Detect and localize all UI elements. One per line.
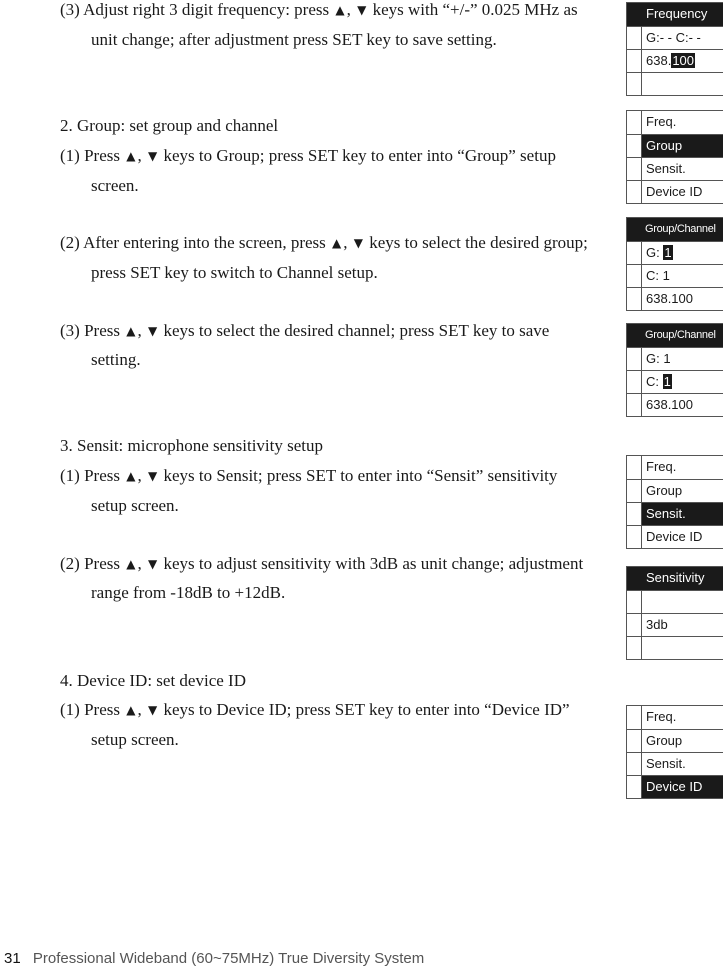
sensit-step1-line1: (1) Press ▲ , ▼ keys to Sensit; press SET to enter into “Sensit” sensitivity xyxy=(60,466,558,485)
lcd-menu-item xyxy=(627,157,723,180)
sensit-step2-line2: range from -18dB to +12dB. xyxy=(91,583,286,602)
lcd-row xyxy=(627,636,723,659)
lcd-menu-item xyxy=(627,479,723,502)
lcd-row xyxy=(627,49,723,72)
device-heading: 4. Device ID: set device ID xyxy=(60,671,246,690)
lcd-menu-item-label: Freq. xyxy=(646,459,677,474)
lcd-menu-item-label: Sensit. xyxy=(646,756,686,771)
lcd-menu-item-label: Group xyxy=(646,733,683,748)
lcd-menu-item xyxy=(627,729,723,752)
freq-step3-line1: (3) Adjust right 3 digit frequency: press ▲ , ▼ keys with “+/-” 0.025 MHz as xyxy=(60,0,578,19)
lcd-group-channel-panel-a xyxy=(626,217,723,311)
sensit-heading: 3. Sensit: microphone sensitivity setup xyxy=(60,436,324,455)
sensit-step1-text-a: (1) Press xyxy=(60,466,120,485)
lcd-frequency-panel xyxy=(626,2,723,96)
sensit-step2-text-a: (2) Press xyxy=(60,554,120,573)
down-arrow-icon: ▼ xyxy=(147,557,158,571)
group-step1-line2: screen. xyxy=(91,176,139,195)
up-arrow-icon: ▲ xyxy=(126,149,136,163)
lcd-group-line xyxy=(646,245,673,261)
footer-title: Professional Wideband (60~75MHz) True Diversity System xyxy=(32,950,425,967)
up-arrow-icon: ▲ xyxy=(126,324,136,338)
up-arrow-icon: ▲ xyxy=(126,469,136,483)
lcd-title-row xyxy=(627,567,723,590)
device-step1-line1: (1) Press ▲ , ▼ keys to Device ID; press SET key to enter into “Device ID” xyxy=(60,700,570,719)
lcd-title-row xyxy=(627,324,723,347)
group-step1-text-a: (1) Press xyxy=(60,146,120,165)
page-footer xyxy=(4,950,424,967)
lcd-frequency-line: 638.100 xyxy=(646,397,693,412)
lcd-menu-item-label: Freq. xyxy=(646,709,677,724)
lcd-row xyxy=(627,72,723,95)
down-arrow-icon: ▼ xyxy=(147,324,158,338)
group-step3-line1: (3) Press ▲ , ▼ keys to select the desired channel; press SET key to save xyxy=(60,321,550,340)
group-step3-text-b: keys to select the desired channel; press SET key to save xyxy=(163,321,550,340)
device-step1-line2: setup screen. xyxy=(91,730,179,749)
lcd-sensitivity-panel xyxy=(626,566,723,660)
lcd-menu-item xyxy=(627,180,723,203)
lcd-group-channel-line: G:- - C:- - xyxy=(646,30,701,45)
lcd-menu-group-panel xyxy=(626,110,723,204)
down-arrow-icon: ▼ xyxy=(357,3,367,17)
lcd-menu-sensit-panel xyxy=(626,455,723,549)
lcd-frequency-line: 638.100 xyxy=(646,291,693,306)
freq-step3-text-a: (3) Adjust right 3 digit frequency: press xyxy=(60,0,330,19)
sensit-step2-line1: (2) Press ▲ , ▼ keys to adjust sensitivity with 3dB as unit change; adjustment xyxy=(60,554,584,573)
lcd-menu-item xyxy=(627,752,723,775)
up-arrow-icon: ▲ xyxy=(126,557,136,571)
group-step1-line1: (1) Press ▲ , ▼ keys to Group; press SET key to enter into “Group” setup xyxy=(60,146,556,165)
lcd-row xyxy=(627,241,723,264)
lcd-group-channel-panel-b xyxy=(626,323,723,417)
lcd-menu-item xyxy=(627,111,723,134)
group-step1-text-b: keys to Group; press SET key to enter into “Group” setup xyxy=(163,146,556,165)
page-number: 31 xyxy=(4,950,21,967)
group-step3-line2: setting. xyxy=(91,350,141,369)
lcd-menu-item-label: Sensit. xyxy=(646,161,686,176)
lcd-title: Frequency xyxy=(646,6,708,21)
down-arrow-icon: ▼ xyxy=(147,703,158,717)
lcd-menu-item xyxy=(627,525,723,548)
lcd-menu-item-label: Device ID xyxy=(646,184,703,199)
up-arrow-icon: ▲ xyxy=(332,236,342,250)
lcd-menu-item xyxy=(627,456,723,479)
lcd-menu-item-label: Device ID xyxy=(646,779,703,794)
sensit-step1-line2: setup screen. xyxy=(91,496,179,515)
lcd-menu-item-label: Freq. xyxy=(646,114,677,129)
lcd-frequency-line xyxy=(646,53,695,69)
lcd-channel-line xyxy=(646,374,672,390)
lcd-title-row xyxy=(627,3,723,26)
lcd-title-row xyxy=(627,218,723,241)
lcd-menu-device-panel xyxy=(626,705,723,799)
lcd-frequency-highlight: 100 xyxy=(672,53,695,68)
device-step1-text-b: keys to Device ID; press SET key to enter into “Device ID” xyxy=(163,700,570,719)
lcd-menu-item-selected xyxy=(627,134,723,157)
lcd-title: Group/Channel xyxy=(645,329,716,341)
lcd-row xyxy=(627,287,723,310)
lcd-sensitivity-value: 3db xyxy=(646,617,668,632)
lcd-channel-value-highlight: 1 xyxy=(663,374,671,389)
group-step2-line1: (2) After entering into the screen, press ▲ , ▼ keys to select the desired group; xyxy=(60,233,588,252)
lcd-menu-item xyxy=(627,706,723,729)
group-step2-text-b: keys to select the desired group; xyxy=(369,233,588,252)
lcd-row xyxy=(627,264,723,287)
lcd-group-label: G: xyxy=(646,245,660,260)
lcd-row xyxy=(627,393,723,416)
lcd-menu-item-label: Group xyxy=(646,483,683,498)
lcd-row xyxy=(627,370,723,393)
group-step3-text-a: (3) Press xyxy=(60,321,120,340)
lcd-row xyxy=(627,613,723,636)
sensit-step2-text-b: keys to adjust sensitivity with 3dB as unit change; adjustment xyxy=(163,554,584,573)
down-arrow-icon: ▼ xyxy=(147,149,158,163)
group-step2-line2: press SET key to switch to Channel setup. xyxy=(91,263,378,282)
down-arrow-icon: ▼ xyxy=(147,469,158,483)
group-step2-text-a: (2) After entering into the screen, press xyxy=(60,233,326,252)
freq-step3-line2: unit change; after adjustment press SET key to save setting. xyxy=(91,30,497,49)
lcd-group-line: G: 1 xyxy=(646,351,671,366)
lcd-menu-item-selected xyxy=(627,502,723,525)
lcd-row xyxy=(627,347,723,370)
lcd-row xyxy=(627,26,723,49)
up-arrow-icon: ▲ xyxy=(126,703,136,717)
lcd-row xyxy=(627,590,723,613)
lcd-menu-item-label: Sensit. xyxy=(646,506,686,521)
lcd-group-value-highlight: 1 xyxy=(664,245,672,260)
up-arrow-icon: ▲ xyxy=(335,3,345,17)
freq-step3-text-b: keys with “+/-” 0.025 MHz as xyxy=(372,0,578,19)
group-heading: 2. Group: set group and channel xyxy=(60,116,279,135)
lcd-title: Sensitivity xyxy=(646,570,705,585)
lcd-menu-item-selected xyxy=(627,775,723,798)
lcd-title: Group/Channel xyxy=(645,223,716,235)
sensit-step1-text-b: keys to Sensit; press SET to enter into “Sensit” sensitivity xyxy=(163,466,558,485)
lcd-frequency-prefix: 638. xyxy=(646,53,672,68)
lcd-channel-label: C: xyxy=(646,374,659,389)
device-step1-text-a: (1) Press xyxy=(60,700,120,719)
down-arrow-icon: ▼ xyxy=(353,236,363,250)
lcd-channel-line: C: 1 xyxy=(646,268,670,283)
lcd-menu-item-label: Group xyxy=(646,138,683,153)
lcd-menu-item-label: Device ID xyxy=(646,529,703,544)
